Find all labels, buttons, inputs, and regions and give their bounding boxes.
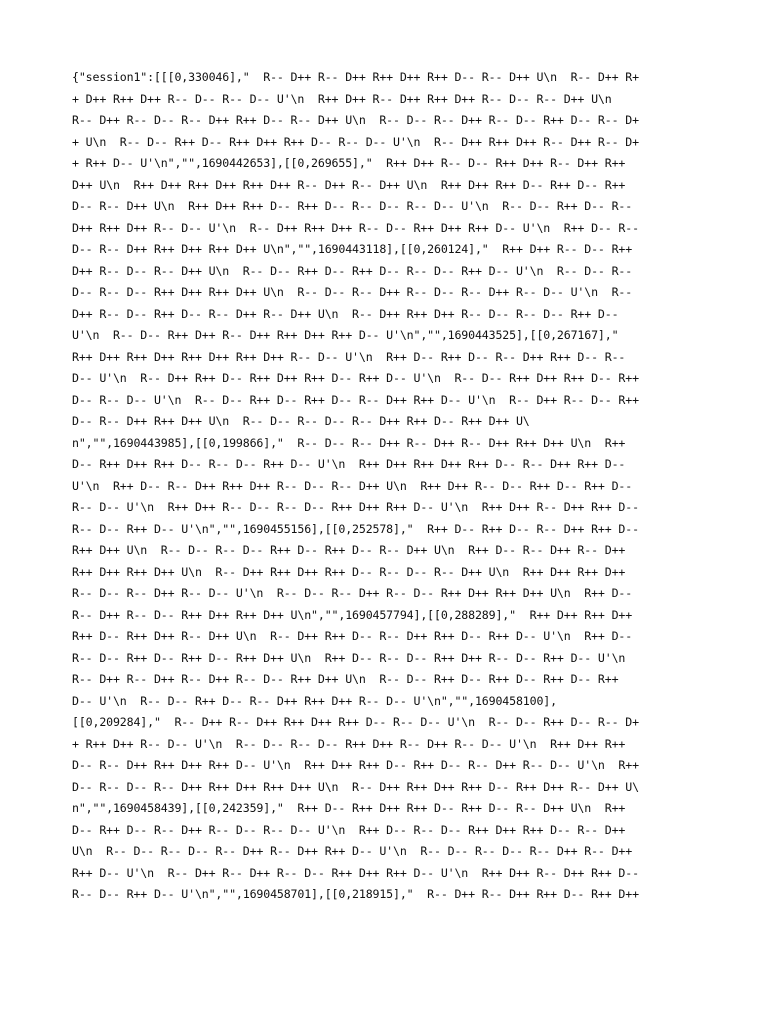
document-text-line: R-- D-- R++ D-- U'\n","",1690458701],[[0,218915]," R-- D++ R-- D++ R++ D-- R++ D++ [72,887,639,901]
json-text-document [72,67,702,906]
document-text-line: D-- R-- D++ R++ D++ R++ D-- U'\n R++ D++ R++ D-- R++ D-- R-- D++ R-- D-- U'\n R++ [72,758,639,772]
document-text-line: R-- D-- R++ D-- R++ D-- R++ D++ U\n R++ D-- R-- D-- R++ D++ R-- D-- R++ D-- U'\n [72,650,626,665]
document-text-line: R-- D++ R-- D-- R-- D++ R++ D-- R-- D++ U\n R-- D-- R-- D++ R-- D-- R++ D-- R-- D+ [72,113,639,127]
document-text-line: R-- D-- R++ D-- U'\n","",1690455156],[[0,252578]," R++ D-- R++ D-- R-- D++ R++ D-- [72,521,639,536]
document-text-line: D-- R-- D++ R++ D++ R++ D++ U\n","",1690443118],[[0,260124]," R++ D++ R-- D-- R++ [72,242,633,256]
document-text-line: D++ R-- D-- R++ D-- R-- D++ R-- D++ U\n R-- D++ R++ D++ R-- D-- R-- D-- R++ D-- [72,306,619,321]
document-text-line: R-- D++ R-- D++ R-- D++ R-- D-- R++ D++ U\n R-- D-- R++ D-- R++ D-- R++ D-- R++ [72,672,619,686]
document-text-line: R-- D-- U'\n R++ D++ R-- D-- R-- D-- R++ D++ R++ D-- U'\n R++ D++ R-- D++ R++ D-- [72,500,639,514]
document-text-line: D-- R++ D++ R++ D-- R-- D-- R++ D-- U'\n R++ D++ R++ D++ R++ D-- R-- D++ R++ D-- [72,457,626,471]
document-text-line: n","",1690443985],[[0,199866]," R-- D-- R-- D++ R-- D++ R-- D++ R++ D++ U\n R++ [72,435,626,450]
document-text-line: D-- R-- D++ R++ D++ U\n R-- D-- R-- D-- R-- D++ R++ D-- R++ D++ U\ [72,414,530,428]
document-text-line: D++ R++ D++ R-- D-- U'\n R-- D++ R++ D++ R-- D-- R++ D++ R++ D-- U'\n R++ D-- R-- [72,220,639,235]
document-text-line: R++ D-- R++ D++ R-- D++ U\n R-- D++ R++ D-- R-- D++ R++ D-- R++ D-- U'\n R++ D-- [72,629,633,643]
document-text-line: + D++ R++ D++ R-- D-- R-- D-- U'\n R++ D++ R-- D++ R++ D++ R-- D-- R-- D++ U\n [72,91,612,106]
document-text-line: R++ D++ R++ D++ U\n R-- D++ R++ D++ R++ D-- R-- D-- R-- D++ U\n R++ D++ R++ D++ [72,564,626,579]
document-text-line: D++ R-- D-- R-- D++ U\n R-- D-- R++ D-- R++ D-- R-- D-- R++ D-- U'\n R-- D-- R-- [72,263,633,278]
document-text-line: D-- R-- D-- R++ D++ R++ D++ U\n R-- D-- R-- D++ R-- D-- R-- D++ R-- D-- U'\n R-- [72,285,633,299]
document-text-line: D-- R-- D-- U'\n R-- D-- R++ D-- R++ D-- R-- D++ R++ D-- U'\n R-- D++ R-- D-- R++ [72,392,639,407]
document-text-line: n","",1690458439],[[0,242359]," R++ D-- R++ D++ R++ D-- R++ D-- R-- D++ U\n R++ [72,801,626,815]
document-text-line: [[0,209284]," R-- D++ R-- D++ R++ D++ R++ D-- R-- D-- U'\n R-- D-- R++ D-- R-- D+ [72,715,639,729]
document-text-line: U\n R-- D-- R-- D-- R-- D++ R-- D++ R++ D-- U'\n R-- D-- R-- D-- R-- D++ R-- D++ [72,844,633,858]
document-text-line: R++ D-- U'\n R-- D++ R-- D++ R-- D-- R++ D++ R++ D-- U'\n R++ D++ R-- D++ R++ D-- [72,865,639,880]
document-text-line: + R++ D++ R-- D-- U'\n R-- D-- R-- D-- R++ D++ R-- D++ R-- D-- U'\n R++ D++ R++ [72,736,626,751]
document-text-line: D-- R++ D-- R-- D++ R-- D-- R-- D-- U'\n R++ D-- R-- D-- R++ D++ R++ D-- R-- D++ [72,822,626,837]
document-text-line: D-- R-- D-- R-- D++ R++ D++ R++ D++ U\n R-- D++ R++ D++ R++ D-- R++ D++ R-- D++ U\ [72,779,639,794]
document-text-line: D-- R-- D++ U\n R++ D++ R++ D-- R++ D-- R-- D-- R-- D-- U'\n R-- D-- R++ D-- R-- [72,199,633,213]
document-text-line: R-- D++ R-- D-- R++ D++ R++ D++ U\n","",1690457794],[[0,288289]," R++ D++ R++ D++ [72,607,633,622]
document-text-line: U'\n R++ D-- R-- D++ R++ D++ R-- D-- R-- D++ U\n R++ D++ R-- D-- R++ D-- R++ D-- [72,478,633,493]
document-text-line: D++ U\n R++ D++ R++ D++ R++ D++ R-- D++ R-- D++ U\n R++ D++ R++ D-- R++ D-- R++ [72,177,626,192]
document-text-line: U'\n R-- D-- R++ D++ R-- D++ R++ D++ R++ D-- U'\n","",1690443525],[[0,267167]," [72,328,619,342]
document-text-line: D-- U'\n R-- D++ R++ D-- R++ D++ R++ D-- R++ D-- U'\n R-- D-- R++ D++ R++ D-- R++ [72,371,639,385]
document-text-line: R++ D++ U\n R-- D-- R-- D-- R++ D-- R++ D-- R-- D++ U\n R++ D-- R-- D++ R-- D++ [72,543,626,557]
document-text-line: + U\n R-- D-- R++ D-- R++ D++ R++ D-- R-- D-- U'\n R-- D++ R++ D++ R-- D++ R-- D+ [72,134,639,149]
document-text-line: D-- U'\n R-- D-- R++ D-- R-- D++ R++ D++ R-- D-- U'\n","",1690458100], [72,693,557,708]
document-text-line: R++ D++ R++ D++ R++ D++ R++ D++ R-- D-- U'\n R++ D-- R++ D-- R-- D++ R++ D-- R-- [72,349,626,364]
document-text-line: R-- D-- R-- D++ R-- D-- U'\n R-- D-- R-- D++ R-- D-- R++ D++ R++ D++ U\n R++ D-- [72,586,633,600]
document-text-line: {"session1":[[[0,330046]," R-- D++ R-- D++ R++ D++ R++ D-- R-- D++ U\n R-- D++ R+ [72,70,639,84]
document-text-line: + R++ D-- U'\n","",1690442653],[[0,269655]," R++ D++ R-- D-- R++ D++ R-- D++ R++ [72,156,626,170]
